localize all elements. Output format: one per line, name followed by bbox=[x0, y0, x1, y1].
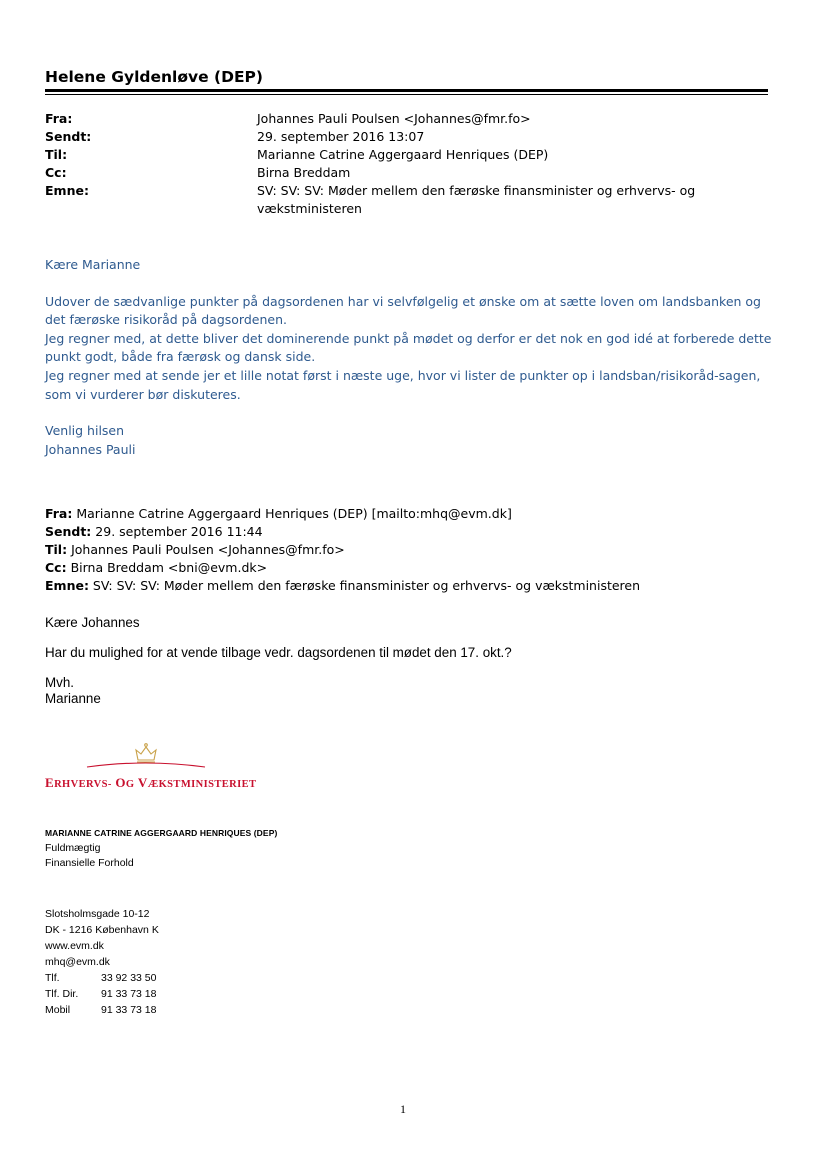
fwd-from-value: Marianne Catrine Aggergaard Henriques (DEP) [mailto:mhq@evm.dk] bbox=[72, 506, 512, 521]
reply-p1-line1: Udover de sædvanlige punkter på dagsordenen har vi selvfølgelig et ønske om at sætte loven om landsbanken og bbox=[45, 293, 761, 309]
fwd-subject-value: SV: SV: SV: Møder mellem den færøske finansminister og erhvervs- og vækstministeren bbox=[88, 578, 641, 593]
title-rule-thick bbox=[45, 89, 768, 92]
fwd-cc-row bbox=[45, 559, 785, 577]
fwd-subject-label: Emne: bbox=[45, 578, 89, 593]
header-subject-line1: SV: SV: SV: Møder mellem den færøske finansminister og erhvervs- og bbox=[257, 183, 696, 198]
header-cc-value: Birna Breddam bbox=[257, 165, 351, 180]
fwd-cc-value: Birna Breddam <bni@evm.dk> bbox=[66, 560, 268, 575]
header-cc-row bbox=[45, 164, 745, 182]
fwd-to-row bbox=[45, 541, 785, 559]
header-from-label: Fra: bbox=[45, 111, 73, 126]
reply-p2-line2: punkt godt, både fra færøsk og dansk side. bbox=[45, 349, 316, 365]
reply-p3-line1: Jeg regner med at sende jer et lille notat først i næste uge, hvor vi lister de punkter op i landsban/risikoråd-sagen, bbox=[45, 367, 761, 383]
contact-city: DK - 1216 København K bbox=[45, 924, 159, 936]
reply-p2-line1: Jeg regner med, at dette bliver det dominerende punkt på mødet og derfor er det nok en god idé at forberede dette bbox=[45, 330, 772, 346]
contact-web: www.evm.dk bbox=[45, 940, 104, 952]
fwd-to-label: Til: bbox=[45, 542, 68, 557]
header-sent-row bbox=[45, 128, 745, 146]
fwd-sent-value: 29. september 2016 11:44 bbox=[91, 524, 263, 539]
header-subject-value bbox=[257, 182, 745, 218]
title-rule-thin bbox=[45, 94, 768, 95]
email-header bbox=[45, 110, 745, 218]
contact-street: Slotsholmsgade 10-12 bbox=[45, 908, 150, 920]
body2-greeting: Kære Johannes bbox=[45, 615, 140, 630]
page-number: 1 bbox=[400, 1102, 406, 1116]
crown-icon bbox=[136, 744, 156, 762]
header-to-value: Marianne Catrine Aggergaard Henriques (DEP) bbox=[257, 147, 549, 162]
contact-tlf-dir-row bbox=[45, 986, 159, 1002]
body2-name: Marianne bbox=[45, 691, 101, 706]
reply-p3-line2: som vi vurderer bør diskuteres. bbox=[45, 386, 241, 402]
signature-department: Finansielle Forhold bbox=[45, 857, 134, 869]
header-subject-line2: vækstministeren bbox=[257, 201, 362, 216]
header-to-row bbox=[45, 146, 745, 164]
fwd-sent-row bbox=[45, 523, 785, 541]
header-sent-value: 29. september 2016 13:07 bbox=[257, 129, 425, 144]
ministry-logo-text: ERHVERVS- OG VÆKSTMINISTERIET bbox=[45, 775, 257, 790]
signature-name: MARIANNE CATRINE AGGERGAARD HENRIQUES (DEP) bbox=[45, 828, 278, 838]
reply-signature: Johannes Pauli bbox=[45, 441, 136, 457]
body2-closing: Mvh. bbox=[45, 675, 75, 690]
contact-tlf-row bbox=[45, 970, 159, 986]
contact-tlf: 33 92 33 50 bbox=[101, 972, 157, 984]
fwd-from-label: Fra: bbox=[45, 506, 73, 521]
reply-p1-line2: det færøske risikoråd på dagsordenen. bbox=[45, 312, 287, 328]
body2-question: Har du mulighed for at vende tilbage vedr. dagsordenen til mødet den 17. okt.? bbox=[45, 645, 512, 660]
contact-block bbox=[45, 906, 159, 1018]
contact-mobil-label: Mobil bbox=[45, 1004, 71, 1016]
contact-tlf-label: Tlf. bbox=[45, 972, 60, 984]
reply-body bbox=[45, 256, 775, 459]
original-message-body bbox=[45, 615, 785, 707]
fwd-from-row bbox=[45, 505, 785, 523]
header-from-value: Johannes Pauli Poulsen <Johannes@fmr.fo> bbox=[257, 111, 531, 126]
forwarded-header bbox=[45, 505, 785, 595]
signature-block bbox=[45, 826, 277, 871]
header-subject-row bbox=[45, 182, 745, 218]
contact-tlf-dir-label: Tlf. Dir. bbox=[45, 988, 79, 1000]
fwd-sent-label: Sendt: bbox=[45, 524, 92, 539]
contact-email: mhq@evm.dk bbox=[45, 956, 110, 968]
header-to-label: Til: bbox=[45, 147, 68, 162]
contact-mobil: 91 33 73 18 bbox=[101, 1004, 157, 1016]
page-title: Helene Gyldenløve (DEP) bbox=[45, 68, 263, 86]
header-sent-label: Sendt: bbox=[45, 129, 92, 144]
fwd-subject-row bbox=[45, 577, 785, 595]
logo-swoosh bbox=[87, 763, 205, 767]
header-cc-label: Cc: bbox=[45, 165, 67, 180]
header-from-row bbox=[45, 110, 745, 128]
reply-closing: Venlig hilsen bbox=[45, 423, 125, 439]
header-subject-label: Emne: bbox=[45, 183, 89, 198]
reply-greeting: Kære Marianne bbox=[45, 257, 141, 272]
fwd-cc-label: Cc: bbox=[45, 560, 67, 575]
fwd-to-value: Johannes Pauli Poulsen <Johannes@fmr.fo> bbox=[67, 542, 345, 557]
signature-title: Fuldmægtig bbox=[45, 842, 101, 854]
contact-tlf-dir: 91 33 73 18 bbox=[101, 988, 157, 1000]
contact-mobil-row bbox=[45, 1002, 159, 1018]
